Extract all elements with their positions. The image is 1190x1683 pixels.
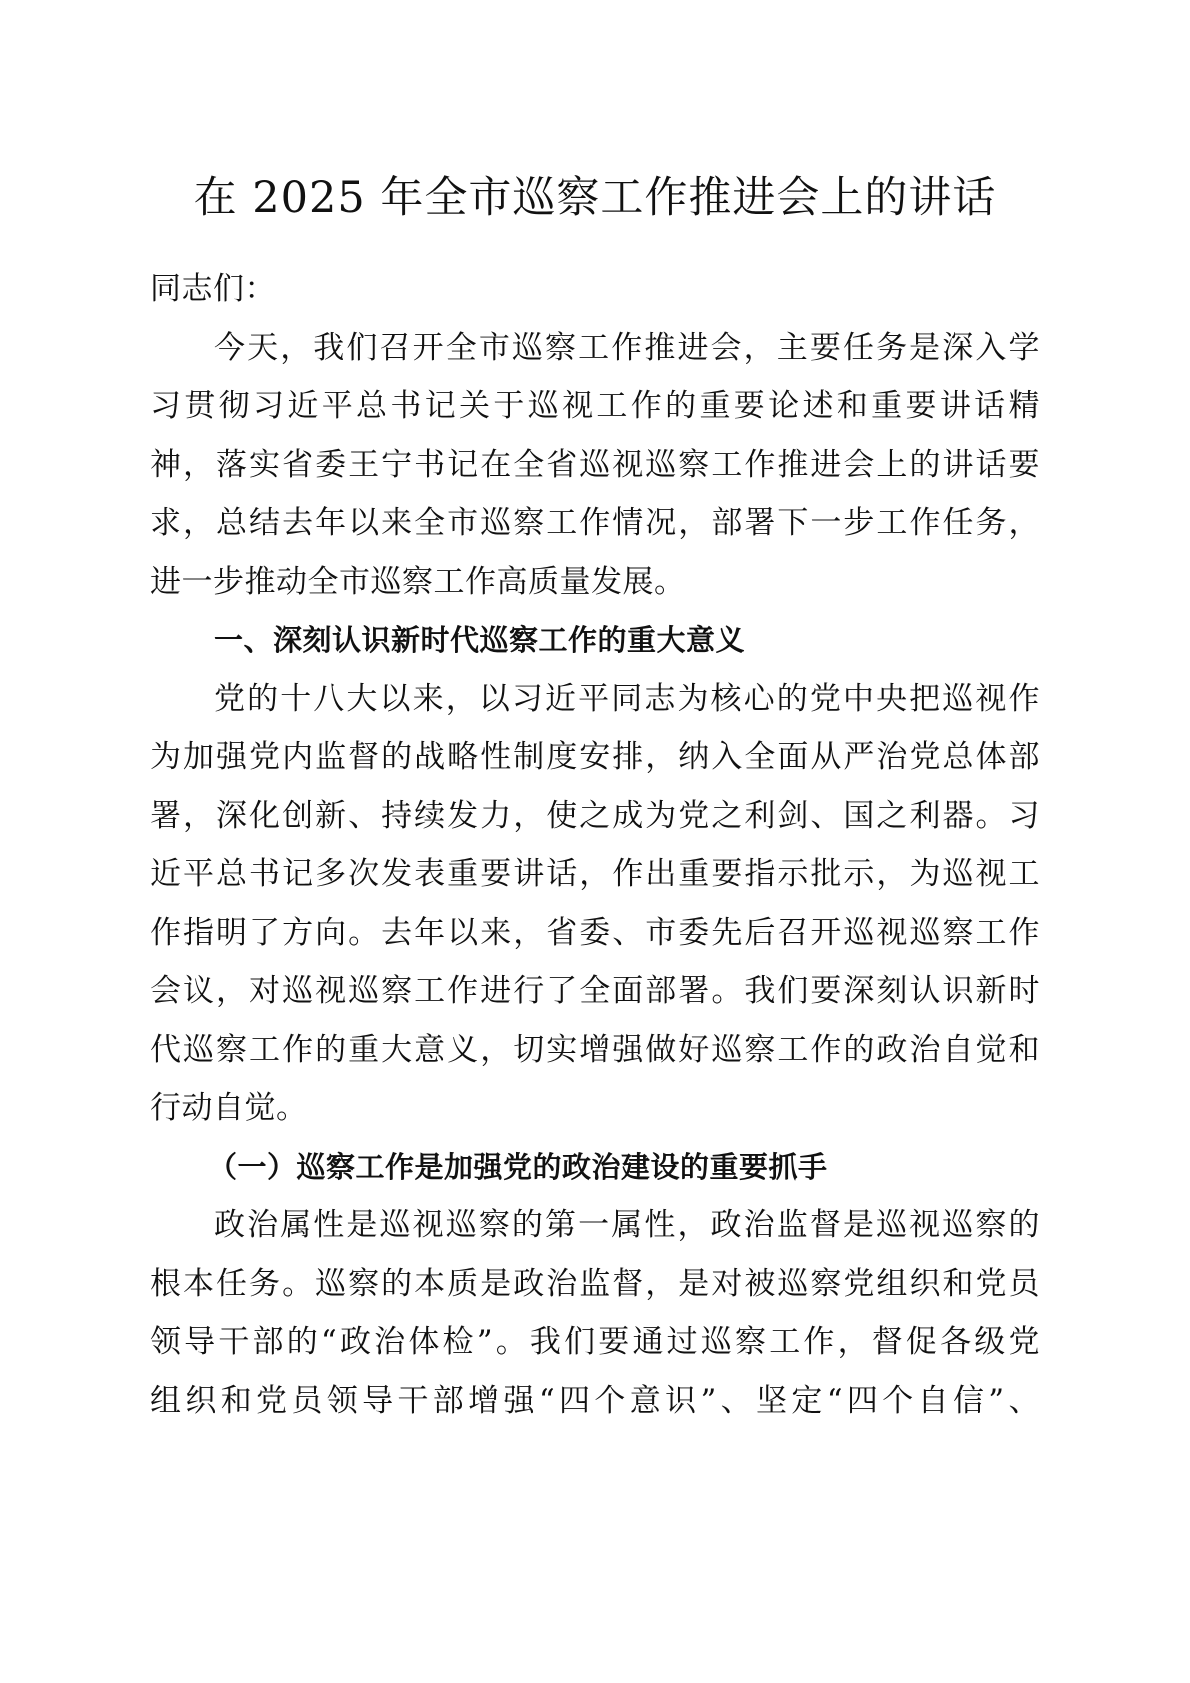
paragraph-line: 行动自觉。 xyxy=(150,1090,308,1126)
paragraph-line: 求，总结去年以来全市巡察工作情况，部署下一步工作任务， xyxy=(150,505,1040,541)
paragraph-line: 神，落实省委王宁书记在全省巡视巡察工作推进会上的讲话要 xyxy=(150,446,1040,483)
paragraph-line: 政治属性是巡视巡察的第一属性，政治监督是巡视巡察的 xyxy=(214,1207,1040,1243)
paragraph-line: 会议，对巡视巡察工作进行了全面部署。我们要深刻认识新时 xyxy=(150,973,1040,1009)
paragraph-line: 署，深化创新、持续发力，使之成为党之利剑、国之利器。习 xyxy=(150,797,1040,834)
paragraph-line: 为加强党内监督的战略性制度安排，纳入全面从严治党总体部 xyxy=(150,739,1040,775)
paragraph-line: 作指明了方向。去年以来，省委、市委先后召开巡视巡察工作 xyxy=(150,914,1040,951)
paragraph-line: 领导干部的“政治体检”。我们要通过巡察工作，督促各级党 xyxy=(150,1324,1040,1360)
subsection-heading: （一）巡察工作是加强党的政治建设的重要抓手 xyxy=(208,1149,828,1184)
paragraph-line: 代巡察工作的重大意义，切实增强做好巡察工作的政治自觉和 xyxy=(150,1031,1040,1068)
paragraph-line: 组织和党员领导干部增强“四个意识”、坚定“四个自信”、 xyxy=(150,1382,1040,1419)
paragraph-line: 习贯彻习近平总书记关于巡视工作的重要论述和重要讲话精 xyxy=(150,388,1040,424)
paragraph-line: 根本任务。巡察的本质是政治监督，是对被巡察党组织和党员 xyxy=(150,1265,1040,1302)
salutation: 同志们： xyxy=(150,271,276,307)
document-title: 在 2025 年全市巡察工作推进会上的讲话 xyxy=(193,173,997,223)
paragraph-line: 进一步推动全市巡察工作高质量发展。 xyxy=(150,563,686,600)
section-heading: 一、深刻认识新时代巡察工作的重大意义 xyxy=(214,623,746,657)
document-body xyxy=(150,260,1040,1430)
paragraph-line: 党的十八大以来，以习近平同志为核心的党中央把巡视作 xyxy=(214,680,1040,717)
paragraph-line: 近平总书记多次发表重要讲话，作出重要指示批示，为巡视工 xyxy=(150,856,1040,892)
paragraph-line: 今天，我们召开全市巡察工作推进会，主要任务是深入学 xyxy=(214,329,1040,366)
speech-text xyxy=(150,319,1040,1431)
